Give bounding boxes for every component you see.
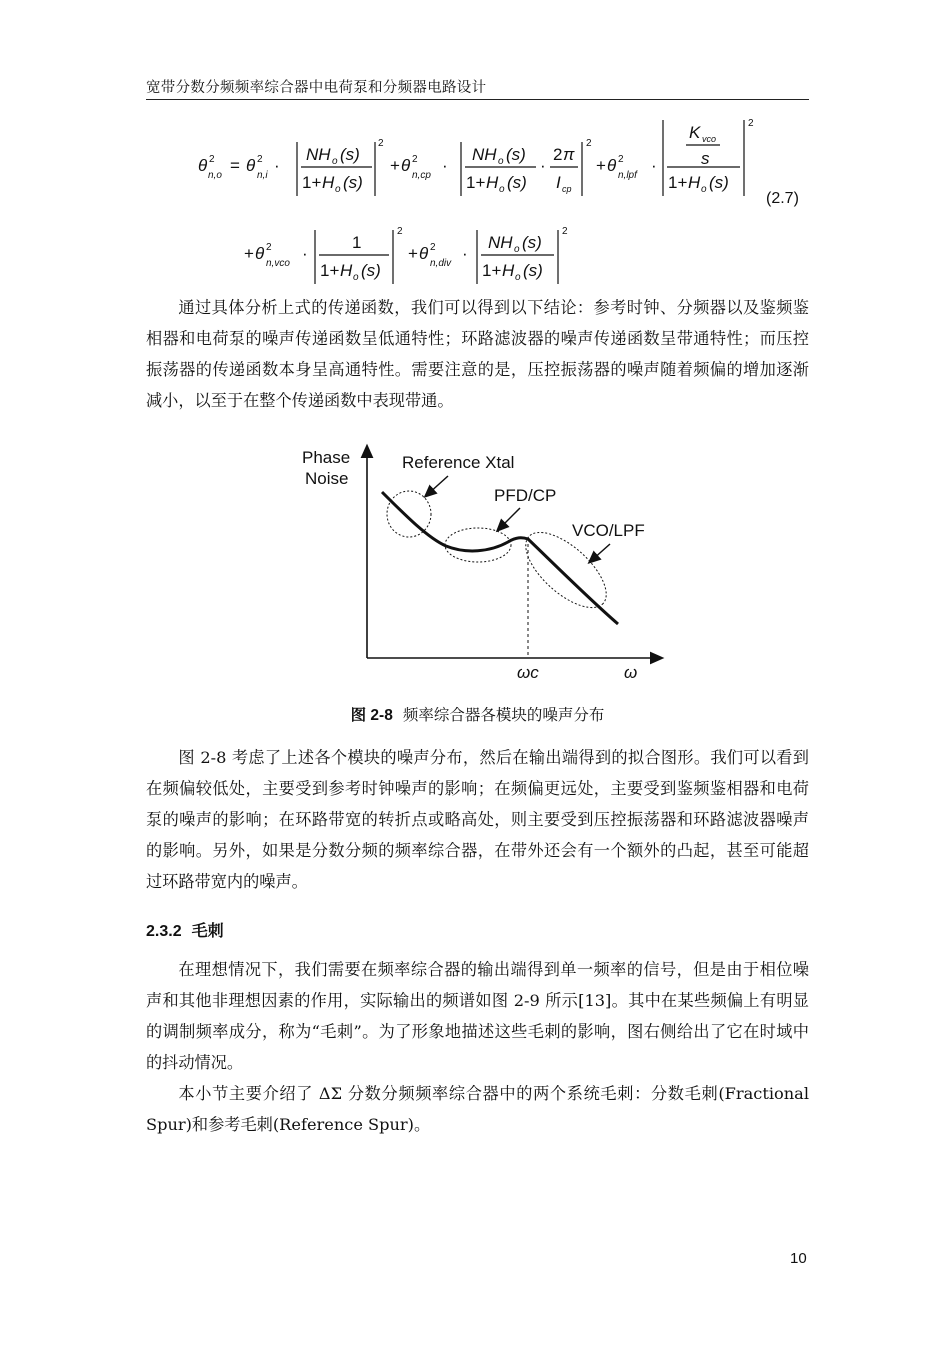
svg-text:1+: 1+ <box>668 173 688 192</box>
svg-text:NH: NH <box>306 145 331 164</box>
svg-text:o: o <box>701 184 707 195</box>
svg-text:vco: vco <box>702 134 717 144</box>
svg-text:1: 1 <box>352 233 362 252</box>
svg-text:I: I <box>556 173 561 192</box>
section-title: 毛刺 <box>191 921 224 940</box>
svg-text:NH: NH <box>488 233 513 252</box>
svg-text:H: H <box>502 261 515 280</box>
svg-text:(s): (s) <box>343 173 363 192</box>
svg-text:H: H <box>340 261 353 280</box>
y-axis-label-line2: Noise <box>305 469 349 488</box>
arrow-reference <box>428 476 448 494</box>
svg-text:2: 2 <box>562 226 568 237</box>
paragraph-1: 通过具体分析上式的传递函数，我们可以得到以下结论：参考时钟、分频器以及鉴频鉴相器和电荷泵的噪声传递函数呈低通特性；环路滤波器的噪声传递函数呈带通特性；而压控振荡器的传递函数本身呈高通特性。需要注意的是，压控振荡器的噪声随着频偏的增加逐渐减小，以至于在整个传递函数中表现带通。 <box>146 298 809 410</box>
equation-number: (2.7) <box>766 190 799 207</box>
svg-text:H: H <box>486 173 499 192</box>
svg-text:+: + <box>244 244 254 263</box>
svg-text:2: 2 <box>266 242 272 253</box>
svg-text:n,cp: n,cp <box>412 170 431 181</box>
svg-text:1+: 1+ <box>466 173 486 192</box>
header-rule <box>146 99 809 100</box>
svg-text:o: o <box>353 272 359 283</box>
svg-text:+: + <box>596 156 606 175</box>
label-omega: ω <box>624 663 638 682</box>
svg-text:2: 2 <box>412 154 418 165</box>
svg-text:o: o <box>514 244 520 255</box>
arrow-pfd <box>500 508 520 528</box>
caption-text: 频率综合器各模块的噪声分布 <box>402 706 605 724</box>
svg-text:(s): (s) <box>506 145 526 164</box>
svg-text:(s): (s) <box>361 261 381 280</box>
svg-text:2: 2 <box>257 154 263 165</box>
svg-text:(s): (s) <box>507 173 527 192</box>
label-reference-xtal: Reference Xtal <box>402 453 515 472</box>
svg-text:o: o <box>335 184 341 195</box>
svg-text:θ: θ <box>246 156 256 175</box>
svg-text:2: 2 <box>586 138 592 149</box>
svg-text:2: 2 <box>618 154 624 165</box>
label-omega-c: ωc <box>517 663 539 682</box>
svg-text:(s): (s) <box>522 233 542 252</box>
svg-text:π: π <box>563 145 575 164</box>
svg-text:o: o <box>515 272 521 283</box>
running-header: 宽带分数分频频率综合器中电荷泵和分频器电路设计 <box>146 80 487 96</box>
svg-text:θ: θ <box>419 244 429 263</box>
svg-text:θ: θ <box>198 156 208 175</box>
svg-text:NH: NH <box>472 145 497 164</box>
svg-text:θ: θ <box>607 156 617 175</box>
svg-text:2: 2 <box>748 118 754 129</box>
svg-text:s: s <box>701 149 710 168</box>
svg-text:θ: θ <box>401 156 411 175</box>
svg-text:2: 2 <box>209 154 215 165</box>
svg-text:2: 2 <box>397 226 403 237</box>
caption-number: 图 2-8 <box>350 707 393 724</box>
label-pfd-cp: PFD/CP <box>494 486 557 505</box>
page-number: 10 <box>790 1250 807 1267</box>
svg-text:1+: 1+ <box>482 261 502 280</box>
svg-text:·: · <box>274 156 280 175</box>
paragraph-2: 图 2-8 考虑了上述各个模块的噪声分布，然后在输出端得到的拟合图形。我们可以看到在频偏较低处，主要受到参考时钟噪声的影响；在频偏更远处，主要受到鉴频鉴相器和电荷泵的噪声的影响；在环路带宽的转折点或略高处，则主要受到压控振荡器和环路滤波器噪声的影响。另外，如果是分数分频的频率综合器，在带外还会有一个额外的凸起，甚至可能超过环路带宽内的噪声。 <box>146 748 809 891</box>
figure-2-8 <box>288 438 668 688</box>
svg-text:2: 2 <box>553 145 563 164</box>
svg-text:1+: 1+ <box>320 261 340 280</box>
section-number: 2.3.2 <box>146 923 182 940</box>
svg-text:n,div: n,div <box>430 258 452 269</box>
svg-text:·: · <box>442 156 448 175</box>
svg-text:o: o <box>498 156 504 167</box>
svg-text:H: H <box>688 173 701 192</box>
svg-text:(s): (s) <box>523 261 543 280</box>
svg-text:(s): (s) <box>340 145 360 164</box>
label-vco-lpf: VCO/LPF <box>572 521 645 540</box>
svg-text:2: 2 <box>378 138 384 149</box>
svg-text:n,lpf: n,lpf <box>618 170 637 181</box>
svg-text:+: + <box>390 156 400 175</box>
svg-text:1+: 1+ <box>302 173 322 192</box>
svg-text:n,o: n,o <box>208 170 222 181</box>
svg-text:o: o <box>332 156 338 167</box>
svg-text:K: K <box>689 123 701 142</box>
svg-text:2: 2 <box>430 242 436 253</box>
svg-text:·: · <box>462 244 468 263</box>
svg-text:(s): (s) <box>709 173 729 192</box>
arrow-vco <box>592 544 610 560</box>
svg-text:n,vco: n,vco <box>266 258 290 269</box>
svg-text:o: o <box>499 184 505 195</box>
y-axis-label-line1: Phase <box>302 448 351 467</box>
svg-text:n,i: n,i <box>257 170 268 181</box>
svg-text:·: · <box>651 156 657 175</box>
figure-caption <box>146 703 809 725</box>
svg-text:+: + <box>408 244 418 263</box>
ellipse-reference <box>387 491 431 537</box>
svg-text:θ: θ <box>255 244 265 263</box>
equation-2-7 <box>146 108 809 288</box>
paragraph-4: 本小节主要介绍了 ΔΣ 分数分频频率综合器中的两个系统毛刺：分数毛刺(Fractional Spur)和参考毛刺(Reference Spur)。 <box>146 1084 809 1134</box>
svg-text:·: · <box>302 244 308 263</box>
svg-text:·: · <box>540 156 546 175</box>
svg-text:=: = <box>230 156 240 175</box>
svg-text:H: H <box>322 173 335 192</box>
paragraph-3: 在理想情况下，我们需要在频率综合器的输出端得到单一频率的信号，但是由于相位噪声和其他非理想因素的作用，实际输出的频谱如图 2-9 所示[13]。其中在某些频偏上有明显的调制频率成分，称为“毛刺”。为了形象地描述这些毛刺的影响，图右侧给出了它在时域中的抖动情况。 <box>146 960 809 1072</box>
section-heading <box>146 918 224 941</box>
svg-text:cp: cp <box>562 184 572 194</box>
